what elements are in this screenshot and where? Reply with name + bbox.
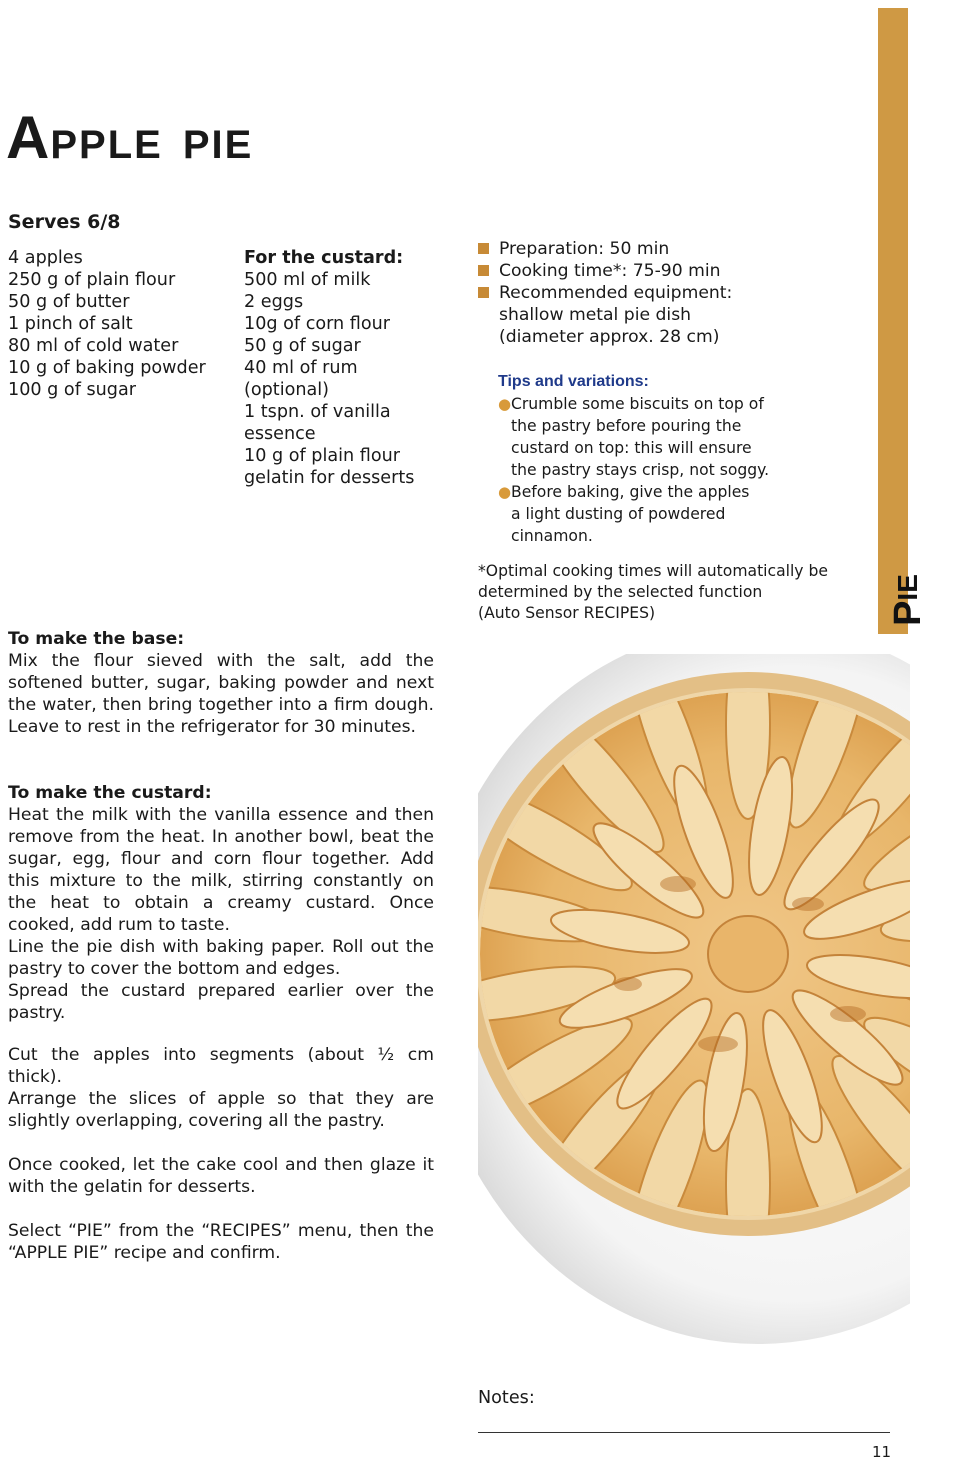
footnote-line: determined by the selected function — [478, 583, 763, 601]
custard-text: Heat the milk with the vanilla essence and then remove from the heat. In another bowl, beat the sugar, egg, flour and corn flour together. Add this mixture to the milk, stirring constantly on the heat to obtain a creamy custard. Once cooked, add rum to taste. — [8, 805, 434, 935]
glaze-instructions: Once cooked, let the cake cool and then glaze it with the gelatin for desserts. — [8, 1155, 434, 1197]
section-tab-rest: IE — [892, 574, 923, 601]
line-dish-text: Line the pie dish with baking paper. Roll out the pastry to cover the bottom and edges. — [8, 937, 434, 979]
preparation-row — [478, 238, 732, 260]
bullet-dot-icon: ● — [498, 395, 512, 413]
custard-steps-heading: To make the custard: — [8, 783, 212, 803]
equipment-line: shallow metal pie dish — [499, 305, 692, 325]
section-tab-initial: P — [887, 600, 929, 626]
square-bullet-icon — [478, 287, 489, 298]
apple-pie-illustration — [478, 654, 910, 1346]
ingredient-item: 1 pinch of salt — [8, 314, 133, 334]
footnote-line: *Optimal cooking times will automatically be — [478, 562, 828, 580]
square-bullet-icon — [478, 243, 489, 254]
tip-item — [498, 393, 769, 481]
cooking-time-footnote — [478, 561, 828, 624]
arrange-apples-text: Arrange the slices of apple so that they are slightly overlapping, covering all the pastry. — [8, 1089, 434, 1131]
ingredient-list — [8, 247, 206, 401]
apple-instructions — [8, 1044, 434, 1132]
custard-item: 10 g of plain flour — [244, 446, 400, 466]
page-number: 11 — [872, 1443, 892, 1461]
title-initial: A — [6, 104, 51, 171]
cut-apples-text: Cut the apples into segments (about ½ cm thick). — [8, 1045, 434, 1087]
custard-item: 10g of corn flour — [244, 314, 391, 334]
equipment-row — [478, 282, 732, 304]
tip-item — [498, 481, 769, 547]
base-heading: To make the base: — [8, 629, 185, 649]
tips-section — [498, 371, 769, 547]
custard-item: 2 eggs — [244, 292, 304, 312]
custard-item: 500 ml of milk — [244, 270, 371, 290]
custard-heading: For the custard: — [244, 248, 404, 268]
base-text: Mix the flour sieved with the salt, add the softened butter, sugar, baking powder and next the water, then bring together into a firm dough. Leave to rest in the refrigerator for 30 minutes. — [8, 651, 434, 737]
preparation-time: Preparation: 50 min — [499, 239, 670, 259]
notes-divider — [478, 1432, 890, 1433]
ingredient-item: 50 g of butter — [8, 292, 130, 312]
tip-line: custard on top: this will ensure — [511, 439, 752, 457]
ingredient-item: 250 g of plain flour — [8, 270, 176, 290]
custard-ingredient-list — [244, 247, 414, 489]
ingredient-item: 80 ml of cold water — [8, 336, 179, 356]
serves-label: Serves 6/8 — [8, 211, 121, 233]
notes-label: Notes: — [478, 1388, 535, 1408]
footnote-line: (Auto Sensor RECIPES) — [478, 604, 656, 622]
ingredient-item: 10 g of baking powder — [8, 358, 206, 378]
base-instructions — [8, 628, 434, 738]
section-tab-bar — [878, 8, 908, 634]
tips-heading: Tips and variations: — [498, 373, 649, 390]
tip-line: a light dusting of powdered — [511, 505, 726, 523]
tip-line: cinnamon. — [511, 527, 593, 545]
custard-item: gelatin for desserts — [244, 468, 415, 488]
custard-item: 1 tspn. of vanilla — [244, 402, 391, 422]
custard-item: 50 g of sugar — [244, 336, 361, 356]
apple-pie-photo — [478, 654, 910, 1346]
equipment-label: Recommended equipment: — [499, 283, 733, 303]
tip-line: Before baking, give the apples — [511, 483, 750, 501]
custard-item: (optional) — [244, 380, 330, 400]
cooking-time-row — [478, 260, 732, 282]
title-word-2: PIE — [182, 123, 254, 167]
page-title — [6, 104, 254, 171]
tip-line: the pastry stays crisp, not soggy. — [511, 461, 770, 479]
cooking-time: Cooking time*: 75-90 min — [499, 261, 721, 281]
ingredient-item: 4 apples — [8, 248, 83, 268]
ingredient-item: 100 g of sugar — [8, 380, 136, 400]
spread-custard-text: Spread the custard prepared earlier over the pastry. — [8, 981, 434, 1023]
equipment-line: (diameter approx. 28 cm) — [499, 327, 720, 347]
custard-item: 40 ml of rum — [244, 358, 358, 378]
bullet-dot-icon: ● — [498, 483, 512, 501]
title-word-1: PPLE — [50, 123, 163, 167]
square-bullet-icon — [478, 265, 489, 276]
select-recipe-instructions: Select “PIE” from the “RECIPES” menu, then the “APPLE PIE” recipe and confirm. — [8, 1221, 434, 1263]
recipe-info — [478, 238, 732, 348]
tip-line: the pastry before pouring the — [511, 417, 742, 435]
tip-line: Crumble some biscuits on top of — [511, 395, 764, 413]
custard-item: essence — [244, 424, 316, 444]
section-tab-label — [868, 560, 948, 640]
custard-instructions — [8, 782, 434, 1024]
